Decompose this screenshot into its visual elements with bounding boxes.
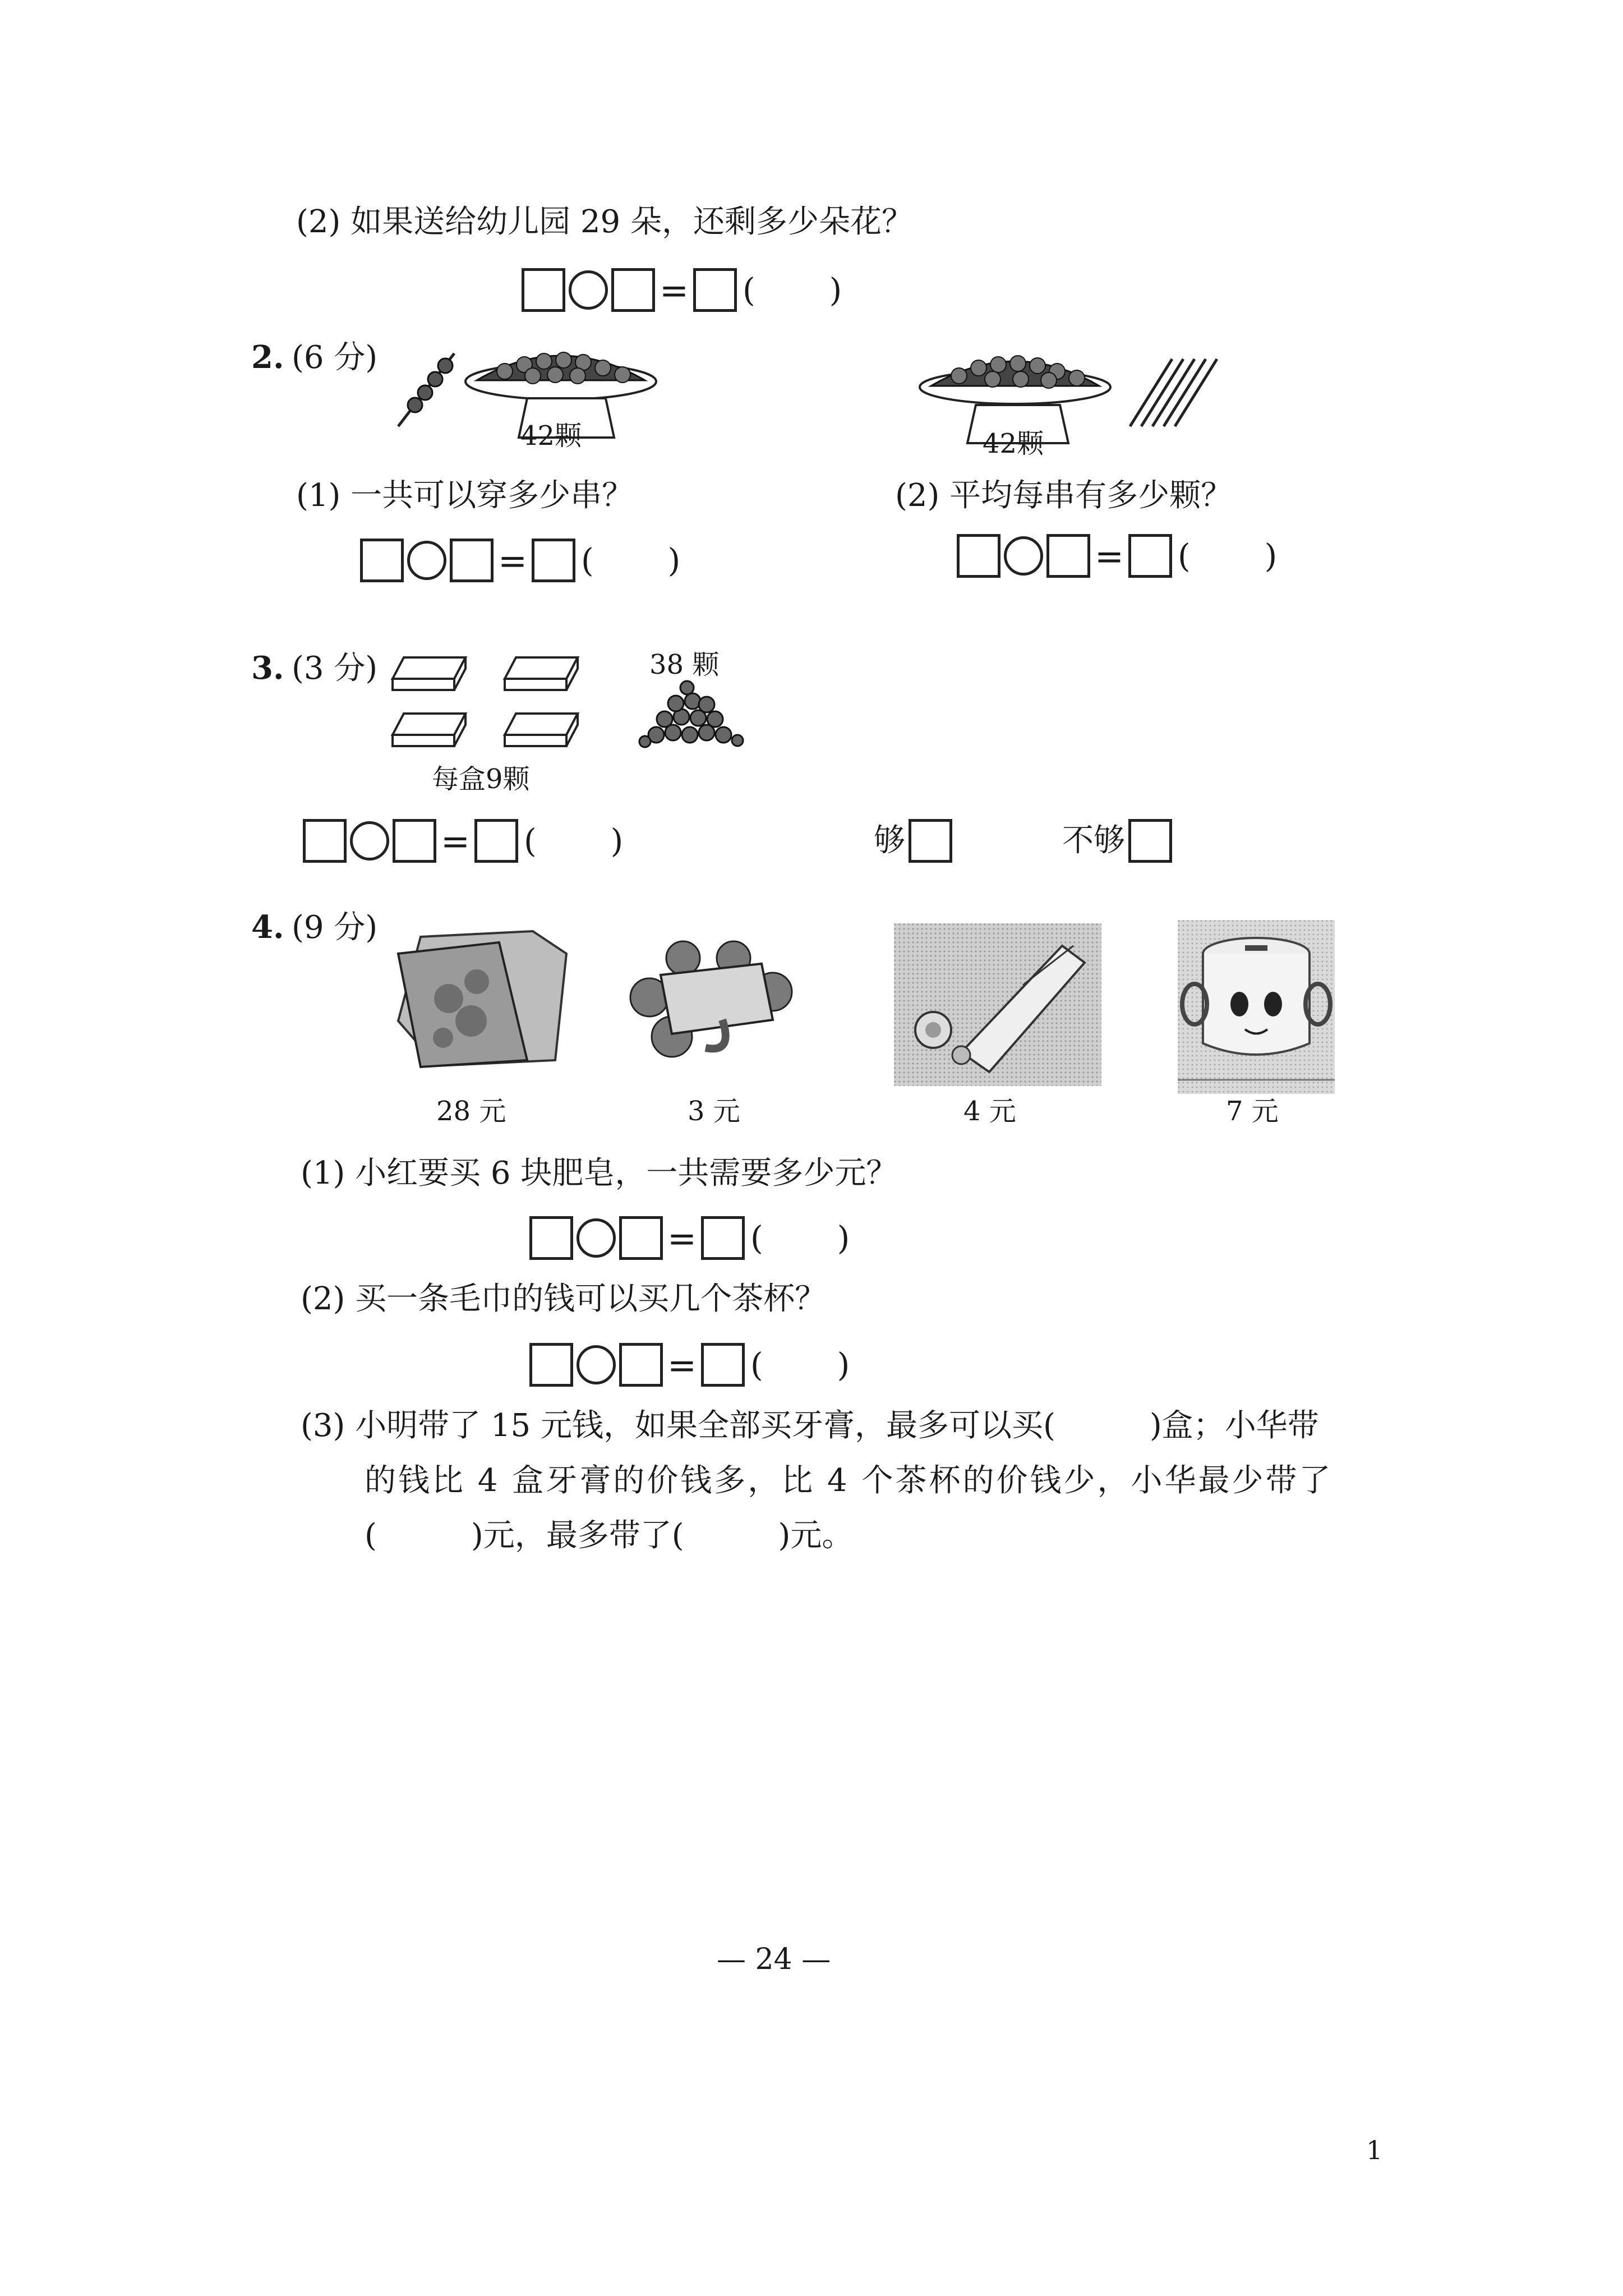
q2-number: 2. xyxy=(251,339,284,376)
answer-box[interactable] xyxy=(303,819,347,863)
q2-score: (6 分) xyxy=(292,339,378,376)
q3-enough-choice xyxy=(874,819,952,863)
enough-label: 够 xyxy=(874,822,905,859)
plate-label-a: 42颗 xyxy=(520,420,582,452)
price-toothpaste: 4 元 xyxy=(963,1096,1016,1127)
answer-box[interactable] xyxy=(522,268,565,312)
unit-paren-open: ( xyxy=(1177,537,1192,575)
answer-box[interactable] xyxy=(611,268,655,312)
answer-box[interactable] xyxy=(693,268,737,312)
q4-score: (9 分) xyxy=(292,909,378,946)
unit-paren-close: ) xyxy=(829,271,843,309)
equals-sign: = xyxy=(667,1217,697,1259)
q4-sub3-line1: (3) 小明带了 15 元钱，如果全部买牙膏，最多可以买( )盒；小华带 xyxy=(301,1407,1319,1444)
answer-box[interactable] xyxy=(529,1216,573,1260)
unit-paren-close: ) xyxy=(610,822,625,860)
answer-box[interactable] xyxy=(957,534,1000,578)
answer-box[interactable] xyxy=(393,819,436,863)
price-towel: 28 元 xyxy=(436,1096,506,1127)
corner-page-number: 1 xyxy=(1366,2135,1383,2165)
q4-sub2-text: (2) 买一条毛巾的钱可以买几个茶杯？ xyxy=(301,1281,827,1317)
not-enough-checkbox[interactable] xyxy=(1128,819,1172,863)
answer-box[interactable] xyxy=(1128,534,1172,578)
q2-sub2-equation xyxy=(957,534,1278,578)
answer-box[interactable] xyxy=(474,819,518,863)
answer-box[interactable] xyxy=(619,1343,663,1387)
unit-paren-open: ( xyxy=(750,1219,764,1257)
unit-paren-close: ) xyxy=(667,541,682,579)
answer-box[interactable] xyxy=(532,539,575,582)
unit-paren-open: ( xyxy=(580,541,595,579)
q4-sub3-line3: ( )元，最多带了( )元。 xyxy=(365,1517,854,1554)
operator-circle[interactable] xyxy=(569,270,608,310)
operator-circle[interactable] xyxy=(577,1345,616,1384)
equals-sign: = xyxy=(660,269,689,311)
price-soap: 3 元 xyxy=(688,1096,740,1127)
operator-circle[interactable] xyxy=(407,541,446,580)
towel-icon xyxy=(387,920,572,1071)
q2-sub1-equation xyxy=(360,539,681,582)
unit-paren-close: ) xyxy=(837,1346,851,1384)
q1-sub2-text: (2) 如果送给幼儿园 29 朵，还剩多少朵花？ xyxy=(296,204,913,240)
answer-box[interactable] xyxy=(701,1343,745,1387)
plate-label-b: 42颗 xyxy=(983,428,1044,459)
price-teacup: 7 元 xyxy=(1226,1096,1279,1127)
empty-boxes-icon xyxy=(387,645,594,752)
operator-circle[interactable] xyxy=(350,821,389,861)
unit-paren-close: ) xyxy=(837,1219,851,1257)
q1-sub2-equation xyxy=(522,268,843,312)
q3-score: (3 分) xyxy=(292,650,378,687)
plate-and-sticks-icon xyxy=(909,342,1223,460)
unit-paren-open: ( xyxy=(742,271,757,309)
q4-sub2-equation xyxy=(529,1343,851,1387)
q3-equation xyxy=(303,819,624,863)
answer-box[interactable] xyxy=(450,539,494,582)
equals-sign: = xyxy=(498,540,527,581)
box-caption: 每盒9颗 xyxy=(432,763,530,795)
q2-sub2-text: (2) 平均每串有多少颗？ xyxy=(895,477,1233,514)
answer-box[interactable] xyxy=(1046,534,1090,578)
page-number: — 24 — xyxy=(717,1943,831,1976)
answer-box[interactable] xyxy=(701,1216,745,1260)
toothpaste-icon xyxy=(894,923,1101,1086)
q2-sub1-text: (1) 一共可以穿多少串？ xyxy=(296,477,634,514)
q4-number: 4. xyxy=(251,909,284,946)
answer-box[interactable] xyxy=(529,1343,573,1387)
q4-sub1-text: (1) 小红要买 6 块肥皂，一共需要多少元？ xyxy=(301,1155,898,1191)
soap-icon xyxy=(621,936,801,1065)
q3-number: 3. xyxy=(251,650,284,687)
equals-sign: = xyxy=(1095,535,1124,577)
not-enough-label: 不够 xyxy=(1062,822,1125,859)
answer-box[interactable] xyxy=(360,539,404,582)
unit-paren-close: ) xyxy=(1264,537,1279,575)
unit-paren-open: ( xyxy=(523,822,538,860)
unit-paren-open: ( xyxy=(750,1346,764,1384)
q4-sub3-line2: 的钱比 4 盒牙膏的价钱多，比 4 个茶杯的价钱少，小华最少带了 xyxy=(365,1462,1333,1499)
beads-label: 38 颗 xyxy=(649,649,720,680)
q4-sub1-equation xyxy=(529,1216,851,1260)
enough-checkbox[interactable] xyxy=(909,819,952,863)
operator-circle[interactable] xyxy=(577,1218,616,1258)
beads-pile-icon xyxy=(623,679,757,752)
q3-not-enough-choice xyxy=(1062,819,1172,863)
teacup-icon xyxy=(1178,920,1335,1094)
operator-circle[interactable] xyxy=(1004,536,1043,576)
answer-box[interactable] xyxy=(619,1216,663,1260)
equals-sign: = xyxy=(441,820,470,862)
equals-sign: = xyxy=(667,1344,697,1386)
